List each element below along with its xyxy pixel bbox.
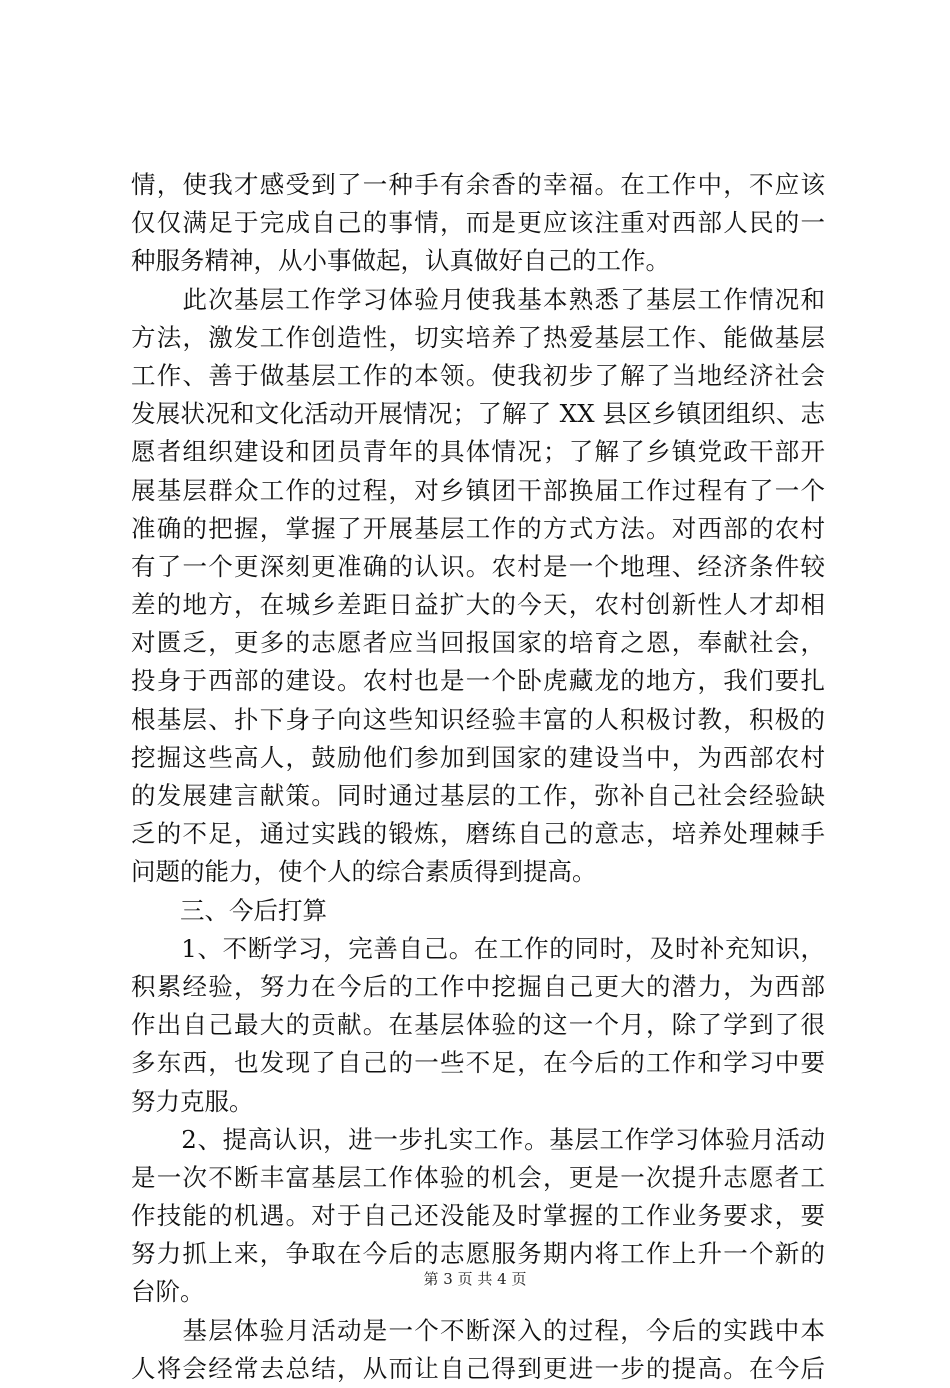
text-line: 挖掘这些高人，鼓励他们参加到国家的建设当中，为西部农村	[131, 742, 825, 772]
text-line: 1、不断学习，完善自己。在工作的同时，及时补充知识，	[131, 933, 825, 963]
text-line: 工作、善于做基层工作的本领。使我初步了解了当地经济社会	[131, 360, 825, 390]
text-line: 作技能的机遇。对于自己还没能及时掌握的工作业务要求，要	[131, 1201, 825, 1231]
text-line: 基层体验月活动是一个不断深入的过程，今后的实践中本	[131, 1315, 825, 1345]
text-line: 的发展建言献策。同时通过基层的工作，弥补自己社会经验缺	[131, 781, 825, 810]
text-line: 努力抓上来，争取在今后的志愿服务期内将工作上升一个新的	[131, 1239, 825, 1269]
text-line: 对匮乏，更多的志愿者应当回报国家的培育之恩，奉献社会，	[131, 628, 825, 658]
text-line: 差的地方，在城乡差距日益扩大的今天，农村创新性人才却相	[131, 590, 825, 620]
text-line: 2、提高认识，进一步扎实工作。基层工作学习体验月活动	[131, 1124, 825, 1154]
text-line: 发展状况和文化活动开展情况；了解了 XX 县区乡镇团组织、志	[131, 399, 825, 429]
text-line: 积累经验，努力在今后的工作中挖掘自己更大的潜力，为西部	[131, 971, 825, 1001]
page-footer: 第 3 页 共 4 页	[423, 1270, 527, 1288]
text-line: 作出自己最大的贡献。在基层体验的这一个月，除了学到了很	[131, 1010, 825, 1040]
text-line: 投身于西部的建设。农村也是一个卧虎藏龙的地方，我们要扎	[131, 666, 825, 696]
text-line: 展基层群众工作的过程，对乡镇团干部换届工作过程有了一个	[131, 475, 825, 505]
text-line: 根基层、扑下身子向这些知识经验丰富的人积极讨教，积极的	[131, 704, 825, 734]
text-line: 乏的不足，通过实践的锻炼，磨练自己的意志，培养处理棘手	[131, 819, 825, 849]
text-line: 愿者组织建设和团员青年的具体情况；了解了乡镇党政干部开	[131, 437, 825, 467]
text-line: 努力克服。	[131, 1086, 254, 1116]
text-line: 准确的把握，掌握了开展基层工作的方式方法。对西部的农村	[131, 513, 825, 543]
section-heading: 三、今后打算	[131, 895, 327, 925]
text-line: 人将会经常去总结，从而让自己得到更进一步的提高。在今后	[131, 1353, 825, 1383]
text-line: 台阶。	[131, 1277, 205, 1307]
text-line: 多东西，也发现了自己的一些不足，在今后的工作和学习中要	[131, 1048, 825, 1078]
text-line: 方法，激发工作创造性，切实培养了热爱基层工作、能做基层	[131, 322, 825, 352]
text-line: 是一次不断丰富基层工作体验的机会，更是一次提升志愿者工	[131, 1162, 825, 1192]
body-text	[131, 166, 825, 1388]
text-line: 有了一个更深刻更准确的认识。农村是一个地理、经济条件较	[131, 551, 825, 581]
text-line: 情，使我才感受到了一种手有余香的幸福。在工作中，不应该	[131, 170, 825, 199]
text-line: 问题的能力，使个人的综合素质得到提高。	[131, 857, 597, 887]
text-line: 种服务精神，从小事做起，认真做好自己的工作。	[131, 246, 670, 276]
text-line: 仅仅满足于完成自己的事情，而是更应该注重对西部人民的一	[131, 208, 825, 238]
text-line: 此次基层工作学习体验月使我基本熟悉了基层工作情况和	[131, 284, 825, 314]
